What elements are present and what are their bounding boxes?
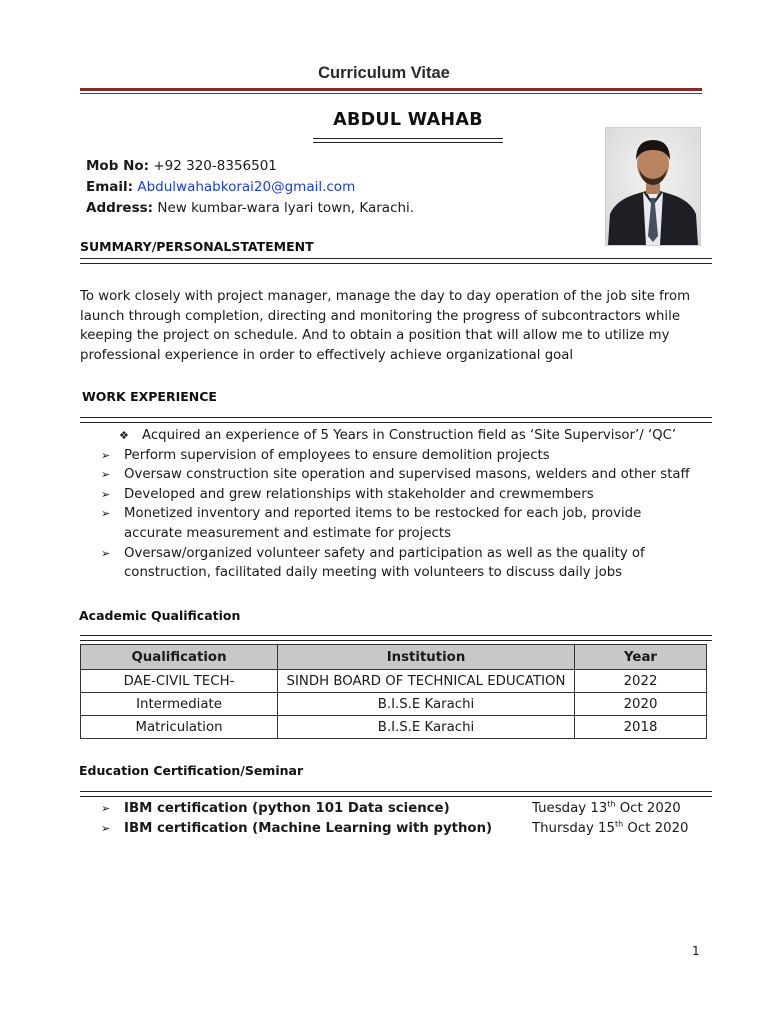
academic-heading: Academic Qualification <box>79 608 241 623</box>
qualification-cell: Matriculation <box>81 716 278 739</box>
address-label: Address: <box>86 200 154 216</box>
academic-divider-thin <box>80 640 712 641</box>
table-row <box>81 670 707 693</box>
arrow-bullet-icon: ➢ <box>101 546 111 560</box>
arrow-bullet-icon: ➢ <box>101 802 111 815</box>
name-underline-double <box>313 142 503 143</box>
table-row <box>81 716 707 739</box>
column-header-qualification: Qualification <box>81 645 278 670</box>
arrow-bullet-icon: ➢ <box>101 468 111 482</box>
list-item <box>101 504 701 543</box>
list-item <box>101 799 701 819</box>
column-header-year: Year <box>575 645 707 670</box>
arrow-bullet-icon: ➢ <box>101 822 111 835</box>
summary-text: To work closely with project manager, manage the day to day operation of the job site from launch through completion, directing and monitoring the progress of subcontractors while keeping the project on schedule. And to obtain a position that will allow me to utilize my professional experience in order to effectively achieve organizational goal <box>80 289 691 363</box>
contact-block <box>86 156 414 219</box>
work-experience-text: Oversaw construction site operation and supervised masons, welders and other staff <box>124 467 690 483</box>
work-experience-list <box>101 426 701 583</box>
list-item <box>101 819 701 839</box>
email-line <box>86 177 414 198</box>
email-link[interactable]: Abdulwahabkorai20@gmail.com <box>137 179 356 195</box>
certification-date: Tuesday 13th Oct 2020 <box>532 799 681 816</box>
email-label: Email: <box>86 179 134 195</box>
list-item <box>101 465 701 485</box>
year-cell: 2022 <box>575 670 707 693</box>
arrow-bullet-icon: ➢ <box>101 487 111 501</box>
academic-table <box>80 644 707 739</box>
mobile-line <box>86 156 414 177</box>
qualification-cell: DAE-CIVIL TECH- <box>81 670 278 693</box>
academic-divider <box>80 635 712 636</box>
work-experience-text: Oversaw/organized volunteer safety and participation as well as the quality of construction, facilitated daily meeting with volunteers to discuss daily jobs <box>124 545 645 581</box>
document-title: Curriculum Vitae <box>318 64 450 82</box>
qualification-cell: Intermediate <box>81 693 278 716</box>
arrow-bullet-icon: ➢ <box>101 448 111 462</box>
work-experience-text: Developed and grew relationships with stakeholder and crewmembers <box>124 486 594 502</box>
institution-cell: B.I.S.E Karachi <box>278 693 575 716</box>
work-experience-text: Perform supervision of employees to ensure demolition projects <box>124 447 550 463</box>
column-header-institution: Institution <box>278 645 575 670</box>
mobile-value: +92 320-8356501 <box>153 158 277 174</box>
candidate-name: ABDUL WAHAB <box>333 110 483 130</box>
certification-divider-thin <box>80 796 712 797</box>
certification-title: IBM certification (Machine Learning with python) <box>124 821 493 836</box>
certification-date: Thursday 15th Oct 2020 <box>532 819 689 836</box>
page-number: 1 <box>692 944 700 958</box>
work-divider <box>80 417 712 418</box>
year-cell: 2018 <box>575 716 707 739</box>
year-cell: 2020 <box>575 693 707 716</box>
work-experience-text: Monetized inventory and reported items to be restocked for each job, provide accurate measurement and estimate for projects <box>124 506 642 541</box>
institution-cell: B.I.S.E Karachi <box>278 716 575 739</box>
certification-heading: Education Certification/Seminar <box>79 763 304 778</box>
list-item <box>101 426 701 446</box>
certification-divider <box>80 791 712 792</box>
title-divider <box>80 88 702 91</box>
work-experience-heading: WORK EXPERIENCE <box>82 389 217 404</box>
arrow-bullet-icon: ➢ <box>101 507 111 521</box>
summary-divider-thin <box>80 263 712 264</box>
address-value: New kumbar-wara lyari town, Karachi. <box>157 200 415 216</box>
work-experience-text: Acquired an experience of 5 Years in Construction field as ‘Site Supervisor’/ ‘QC’ <box>142 428 677 443</box>
mobile-label: Mob No: <box>86 158 150 174</box>
certification-list <box>101 799 701 839</box>
name-underline <box>313 138 503 139</box>
table-row <box>81 693 707 716</box>
person-portrait-icon <box>606 128 700 245</box>
address-line <box>86 198 414 219</box>
institution-cell: SINDH BOARD OF TECHNICAL EDUCATION <box>278 670 575 693</box>
profile-photo <box>605 127 701 246</box>
diamond-bullet-icon: ❖ <box>119 429 129 442</box>
certification-title: IBM certification (python 101 Data science) <box>124 801 450 816</box>
list-item <box>101 485 701 505</box>
work-divider-thin <box>80 422 712 423</box>
summary-heading: SUMMARY/PERSONALSTATEMENT <box>80 239 314 254</box>
list-item <box>101 544 701 583</box>
title-divider-thin <box>80 93 702 94</box>
table-header-row <box>81 645 707 670</box>
list-item <box>101 446 701 466</box>
summary-divider <box>80 258 712 259</box>
